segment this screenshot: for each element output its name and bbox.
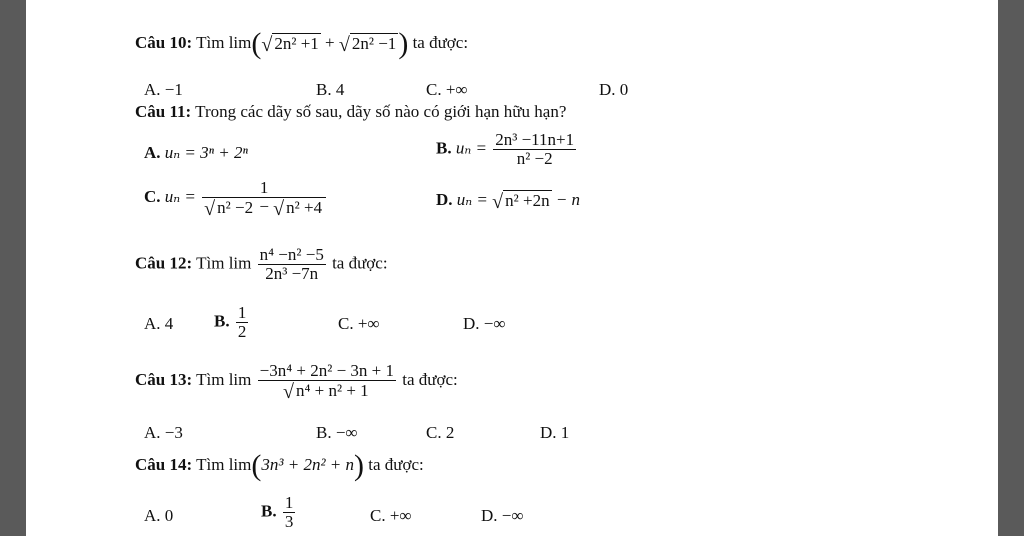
question-10-option-c: C. +∞ [426, 80, 468, 99]
question-10-radical-2: √ 2n² −1 [338, 33, 397, 56]
question-14-expression: 3n³ + 2n² + n [261, 455, 355, 474]
question-10-option-d: D. 0 [599, 80, 629, 99]
question-13-fraction: $\frac{\text{−3n⁴ + 2n² − 3n + 1}}{\text{√ n⁴ + n² + 1}}$ [259, 361, 394, 403]
question-10-lim: lim [228, 33, 252, 52]
question-12-option-a: A. 4 [144, 314, 174, 333]
question-11-option-b: B. uₙ = $\frac{\text{2n³ −11n+1}}{\text{n² −2}}$ [436, 130, 575, 168]
question-11-stem [135, 102, 566, 122]
question-14-option-a: A. 0 [144, 506, 174, 525]
question-11-option-c-fraction: $\frac{1}{\text{√ n² −2 − √ n² +4}}$ [202, 179, 326, 218]
question-10-option-b: B. 4 [316, 80, 345, 99]
question-12-fraction: $\frac{\text{n⁴ −n² −5}}{\text{2n³ −7n}}$ [259, 245, 324, 283]
question-13-option-a: A. −3 [144, 423, 183, 442]
question-11-text: Trong các dãy số sau, dãy số nào có giới hạn hữu hạn? [195, 102, 567, 121]
question-10-prompt: Tìm [196, 33, 225, 52]
question-14-option-d: D. −∞ [481, 506, 524, 525]
question-11-option-a: A. uₙ = 3ⁿ + 2ⁿ [144, 143, 248, 162]
question-10-radical-1: √ 2n² +1 [261, 33, 319, 56]
question-10-suffix: ta được: [412, 33, 469, 52]
question-11-option-c: C. uₙ = $\frac{1}{\text{√ n² −2 − √ n² +4}}$ [144, 179, 328, 218]
question-12-option-c: C. +∞ [338, 314, 380, 333]
question-13-option-b: B. −∞ [316, 423, 358, 442]
question-11-option-b-fraction: $\frac{\text{2n³ −11n+1}}{\text{n² −2}}$ [495, 130, 575, 168]
question-14-option-b: B. $\frac{1}{3}$ [261, 493, 294, 531]
question-11-label: Câu 11: [135, 102, 192, 121]
question-13-option-c: C. 2 [426, 423, 455, 442]
document-page [26, 0, 998, 536]
question-10-plus: + [325, 33, 335, 52]
question-12-option-d: D. −∞ [463, 314, 506, 333]
question-14-stem: Câu 14: Tìm lim(3n³ + 2n² + n) ta được: [135, 449, 424, 482]
question-14-label: Câu 14: [135, 455, 193, 474]
question-13-stem: Câu 13: Tìm lim $\frac{\text{−3n⁴ + 2n² − 3n + 1}}{\text{√ n⁴ + n² + 1}}$ ta được: [135, 361, 458, 403]
question-11-option-d: D. uₙ = √ n² +2n − n [436, 190, 581, 213]
question-10-option-a: A. −1 [144, 80, 183, 99]
question-12-label: Câu 12: [135, 253, 193, 273]
question-12-option-b: B. $\frac{1}{2}$ [214, 303, 247, 341]
question-12-stem: Câu 12: Tìm lim $\frac{\text{n⁴ −n² −5}}{\text{2n³ −7n}}$ ta được: [135, 245, 388, 283]
question-14-option-c: C. +∞ [370, 506, 412, 525]
question-13-label: Câu 13: [135, 370, 193, 390]
question-13-option-d: D. 1 [540, 423, 570, 442]
question-11-option-a-expr: uₙ = 3ⁿ + 2ⁿ [164, 143, 248, 162]
question-10-label: Câu 10: [135, 33, 193, 52]
question-10-stem: Câu 10: Tìm lim(√ 2n² +1 + √ 2n² −1) ta được: [135, 27, 469, 60]
